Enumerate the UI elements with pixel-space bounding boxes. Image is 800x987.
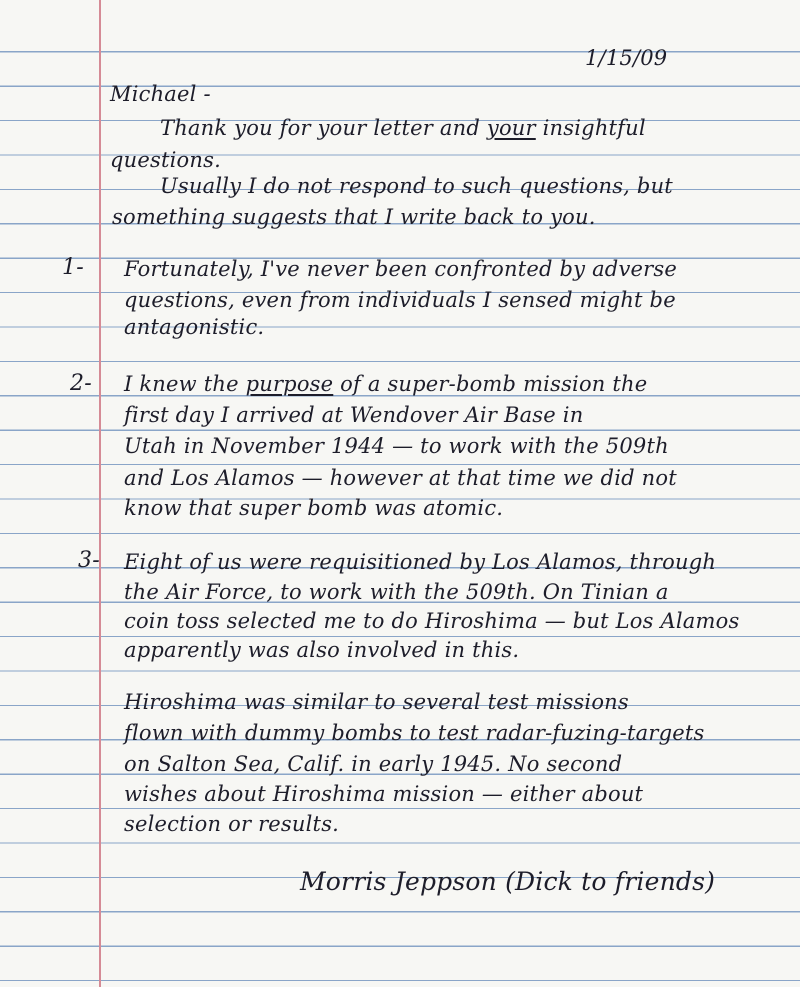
item-1-number: 1- [62,255,84,280]
closing-line-2: flown with dummy bombs to test radar-fuzing-targets [124,721,705,745]
intro-underlined-word: your [486,116,536,140]
item-2-line-2: first day I arrived at Wendover Air Base in [124,403,584,427]
intro-line-4: something suggests that I write back to you. [112,205,596,229]
intro-text-b: insightful [535,116,646,140]
item-1-line-2: questions, even from individuals I sensed might be [124,288,676,312]
intro-text-a: Thank you for your letter and [160,116,487,140]
item-2-line-3: Utah in November 1944 — to work with the 509th [124,434,669,458]
item-2-line-1 [124,370,647,398]
closing-line-3: on Salton Sea, Calif. in early 1945. No second [124,752,623,776]
item-3-line-1: Eight of us were requisitioned by Los Alamos, through [124,550,717,574]
item-2-text-b: of a super-bomb mission the [333,372,648,396]
item-2-number: 2- [70,371,92,396]
item-1-line-1: Fortunately, I've never been confronted by adverse [124,257,677,281]
item-2-line-4: and Los Alamos — however at that time we did not [124,466,677,490]
item-2-text-a: I knew the [124,372,246,396]
item-2-line-5: know that super bomb was atomic. [124,496,504,520]
closing-line-4: wishes about Hiroshima mission — either about [124,782,644,806]
letter-date: 1/15/09 [585,46,668,70]
intro-line-3: Usually I do not respond to such questions, but [160,174,673,198]
item-1-line-3: antagonistic. [124,315,265,339]
item-3-line-2: the Air Force, to work with the 509th. On Tinian a [124,580,669,604]
item-2-underlined-word: purpose [245,372,334,396]
intro-line-1 [160,114,646,142]
closing-line-1: Hiroshima was similar to several test missions [124,690,629,714]
item-3-number: 3- [78,548,100,573]
item-3-line-4: apparently was also involved in this. [124,638,520,662]
intro-line-2: questions. [110,148,221,172]
signature: Morris Jeppson (Dick to friends) [300,867,716,896]
closing-line-5: selection or results. [124,812,340,836]
salutation: Michael - [110,82,211,106]
item-3-line-3: coin toss selected me to do Hiroshima — but Los Alamos [124,609,740,633]
